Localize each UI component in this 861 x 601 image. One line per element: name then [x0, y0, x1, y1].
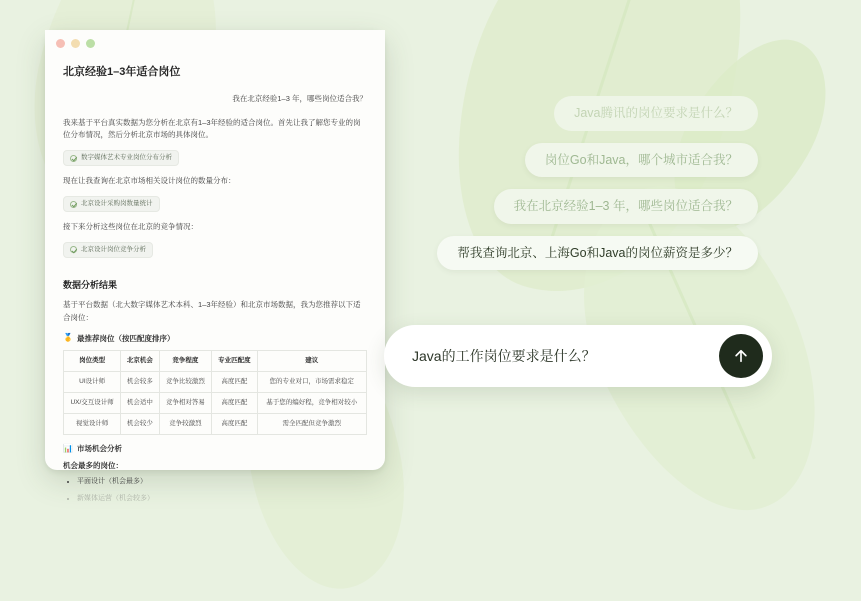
page-title: 北京经验1–3年适合岗位 — [63, 66, 181, 78]
cell-match: 高度匹配 — [212, 371, 257, 392]
cell-advice: 基于您的编好程，竞争相对较小 — [257, 392, 366, 413]
message-input[interactable] — [410, 347, 709, 365]
bar-chart-icon: 📊 — [63, 443, 73, 453]
cell-competition: 竞争较激烈 — [159, 413, 212, 434]
cell-role: UX/交互设计师 — [64, 392, 121, 413]
cell-role: UI设计师 — [64, 371, 121, 392]
cell-advice: 您的专业对口，市场需求稳定 — [257, 371, 366, 392]
list-item: • 新媒体运营（机会较多） — [77, 494, 367, 505]
table-header-row — [64, 350, 367, 371]
chat-bubble-suggestion-4[interactable]: 帮我查询北京、上海Go和Java的岗位薪资是多少？ — [437, 236, 758, 271]
market-heading: 市场机会分析 — [76, 444, 122, 454]
results-heading: 数据分析结果 — [63, 279, 118, 290]
cell-opportunity: 机会较多 — [121, 371, 159, 392]
step-label: 北京设计岗位竞争分析 — [81, 245, 146, 253]
list-item: • 平面设计（机会最多） — [77, 477, 367, 488]
step-label: 北京设计采购岗数量统计 — [81, 199, 153, 207]
cell-opportunity: 机会较少 — [121, 413, 159, 434]
opportunity-heading: 机会最多的岗位： — [63, 461, 123, 471]
table-row — [64, 392, 367, 413]
column-header: 专业匹配度 — [212, 350, 257, 371]
medal-icon: 🥇 — [63, 333, 73, 343]
rank-heading: 最推荐岗位（按匹配度排序） — [76, 333, 175, 343]
check-icon — [70, 155, 77, 162]
message-composer[interactable] — [384, 325, 772, 387]
chat-history — [408, 96, 758, 270]
zoom-icon[interactable] — [86, 39, 95, 48]
window-titlebar — [45, 30, 385, 56]
table-row — [64, 413, 367, 434]
line-after-step-1: 现在让我查询在北京市场相关设计岗位的数量分布： — [63, 176, 236, 186]
line-after-step-2: 接下来分析这些岗位在北京的竞争情况： — [63, 222, 198, 232]
check-icon — [70, 201, 77, 208]
step-chip-3 — [63, 242, 153, 258]
cell-role: 视觉设计师 — [64, 413, 121, 434]
column-header: 建议 — [257, 350, 366, 371]
market-heading-row — [63, 443, 367, 455]
chat-bubble-suggestion-3[interactable]: 我在北京经验1–3 年，哪些岗位适合我？ — [494, 189, 758, 224]
document-content — [45, 56, 385, 521]
column-header: 岗位类型 — [64, 350, 121, 371]
cell-competition: 竞争相对答易 — [159, 392, 212, 413]
results-subtitle: 基于平台数据（北大数字媒体艺术本科、1–3年经验）和北京市场数据，我为您推荐以下适合岗位： — [63, 299, 361, 322]
step-chip-2 — [63, 196, 160, 212]
cell-match: 高度匹配 — [212, 392, 257, 413]
column-header: 北京机会 — [121, 350, 159, 371]
chat-bubble-suggestion-2[interactable]: 岗位Go和Java，哪个城市适合我？ — [525, 143, 758, 178]
cell-opportunity: 机会适中 — [121, 392, 159, 413]
recommendation-table — [63, 350, 367, 435]
opportunity-list — [63, 477, 367, 505]
close-icon[interactable] — [56, 39, 65, 48]
user-question: 我在北京经验1–3 年，哪些岗位适合我？ — [232, 94, 367, 104]
cell-competition: 竞争比较激烈 — [159, 371, 212, 392]
cell-match: 高度匹配 — [212, 413, 257, 434]
step-chip-1 — [63, 150, 179, 166]
minimize-icon[interactable] — [71, 39, 80, 48]
step-label: 数字媒体艺术专业岗位分布分析 — [81, 154, 172, 162]
rank-heading-row — [63, 332, 367, 344]
table-row — [64, 371, 367, 392]
chat-bubble-suggestion-1[interactable]: Java腾讯的岗位要求是什么？ — [554, 96, 758, 131]
document-window — [45, 30, 385, 502]
column-header: 竞争程度 — [159, 350, 212, 371]
check-icon — [70, 246, 77, 253]
send-button[interactable] — [719, 334, 763, 378]
cell-advice: 需全匹配但竞争激烈 — [257, 413, 366, 434]
arrow-up-icon — [732, 347, 750, 365]
intro-paragraph: 我来基于平台真实数据为您分析在北京有1–3年经验的适合岗位。首先让我了解您专业的岗位分布情况，然后分析北京市场的具体岗位。 — [63, 117, 361, 140]
